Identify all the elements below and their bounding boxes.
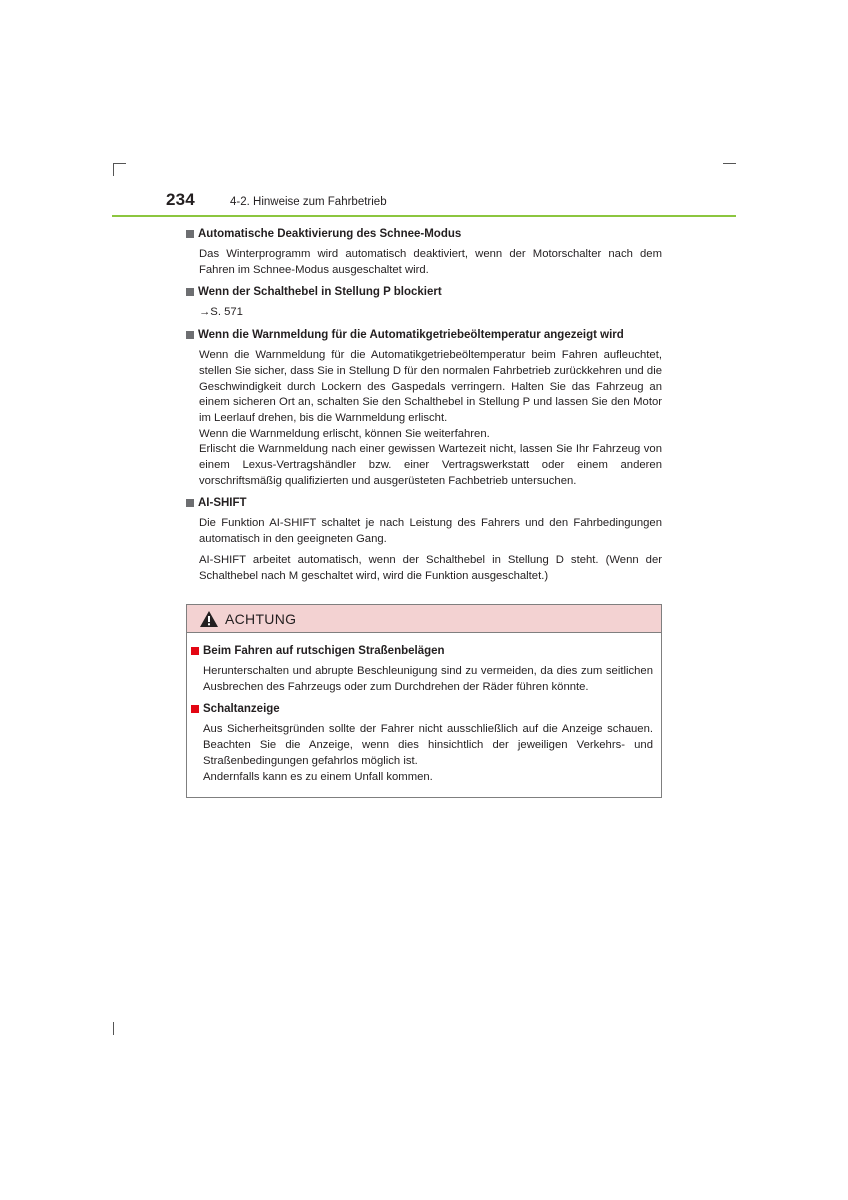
- paragraph: Wenn die Warnmeldung erlischt, können Sie weiterfahren.: [199, 427, 490, 440]
- square-bullet-icon: [186, 499, 194, 507]
- section-heading: AI-SHIFT: [186, 495, 662, 511]
- warning-item-heading: Beim Fahren auf rutschigen Straßenbelägen: [191, 643, 653, 659]
- warning-triangle-icon: [199, 610, 219, 628]
- paragraph: Das Winterprogramm wird automatisch deaktiviert, wenn der Motorschalter nach dem Fahren im Schnee-Modus ausgeschaltet wird.: [199, 248, 662, 276]
- crop-mark-top-right-h: [723, 163, 736, 164]
- section-heading: Wenn die Warnmeldung für die Automatikgetriebeöltemperatur angezeigt wird: [186, 327, 662, 343]
- section-title: 4-2. Hinweise zum Fahrbetrieb: [230, 196, 387, 208]
- page-reference-link[interactable]: →S. 571: [199, 306, 243, 319]
- warning-header: [187, 605, 661, 633]
- section-heading: Wenn der Schalthebel in Stellung P blockiert: [186, 284, 662, 300]
- main-content: [186, 226, 662, 584]
- section-heading: Automatische Deaktivierung des Schnee-Modus: [186, 226, 662, 242]
- header-divider: [112, 215, 736, 217]
- crop-mark-bottom-left-v: [113, 1022, 114, 1035]
- paragraph: Wenn die Warnmeldung für die Automatikgetriebeöltemperatur beim Fahren aufleuchtet, stellen Sie sicher, dass Sie in Stellung D für den normalen Fahrbetrieb zurückkehren und die Geschwindigkeit durch Lockern des Gaspedals verringern. Halten Sie das Fahrzeug an einem sicheren Ort an, schalten Sie den Schalthebel in Stellung P und lassen Sie den Motor im Leerlauf drehen, bis die Warnmeldung erlischt.: [199, 349, 662, 424]
- red-square-bullet-icon: [191, 705, 199, 713]
- square-bullet-icon: [186, 288, 194, 296]
- crop-mark-top-left-v: [113, 163, 114, 176]
- square-bullet-icon: [186, 331, 194, 339]
- paragraph: Die Funktion AI-SHIFT schaltet je nach Leistung des Fahrers und den Fahrbedingungen automatisch in den geeigneten Gang.: [199, 517, 662, 546]
- warning-title: ACHTUNG: [225, 610, 297, 627]
- warning-item-heading: Schaltanzeige: [191, 701, 653, 717]
- paragraph: Herunterschalten und abrupte Beschleunigung sind zu vermeiden, da dies zum seitlichen Ausbrechen des Fahrzeugs oder zum Durchdrehen der Räder führen könnte.: [203, 665, 653, 693]
- crop-mark-top-left-h: [113, 163, 126, 164]
- paragraph: Erlischt die Warnmeldung nach einer gewissen Wartezeit nicht, lassen Sie Ihr Fahrzeug von einem Lexus-Vertragshändler bzw. einer Vertragswerkstatt oder einem anderen vorschriftsmäßig qualifizierten und ausgerüsteten Fachbetrieb untersuchen.: [199, 443, 662, 487]
- paragraph: Andernfalls kann es zu einem Unfall kommen.: [203, 770, 433, 783]
- paragraph: AI-SHIFT arbeitet automatisch, wenn der Schalthebel in Stellung D steht. (Wenn der Schalthebel nach M geschaltet wird, wird die Funktion ausgeschaltet.): [199, 553, 662, 582]
- paragraph: Aus Sicherheitsgründen sollte der Fahrer nicht ausschließlich auf die Anzeige schauen. Beachten Sie die Anzeige, wenn dies hinsichtlich der jeweiligen Verkehrs- und Straßenbedingungen gefahrlos möglich ist.: [203, 723, 653, 767]
- warning-box: [186, 604, 662, 798]
- warning-body: [187, 633, 661, 785]
- page-number: 234: [166, 190, 195, 209]
- square-bullet-icon: [186, 230, 194, 238]
- red-square-bullet-icon: [191, 647, 199, 655]
